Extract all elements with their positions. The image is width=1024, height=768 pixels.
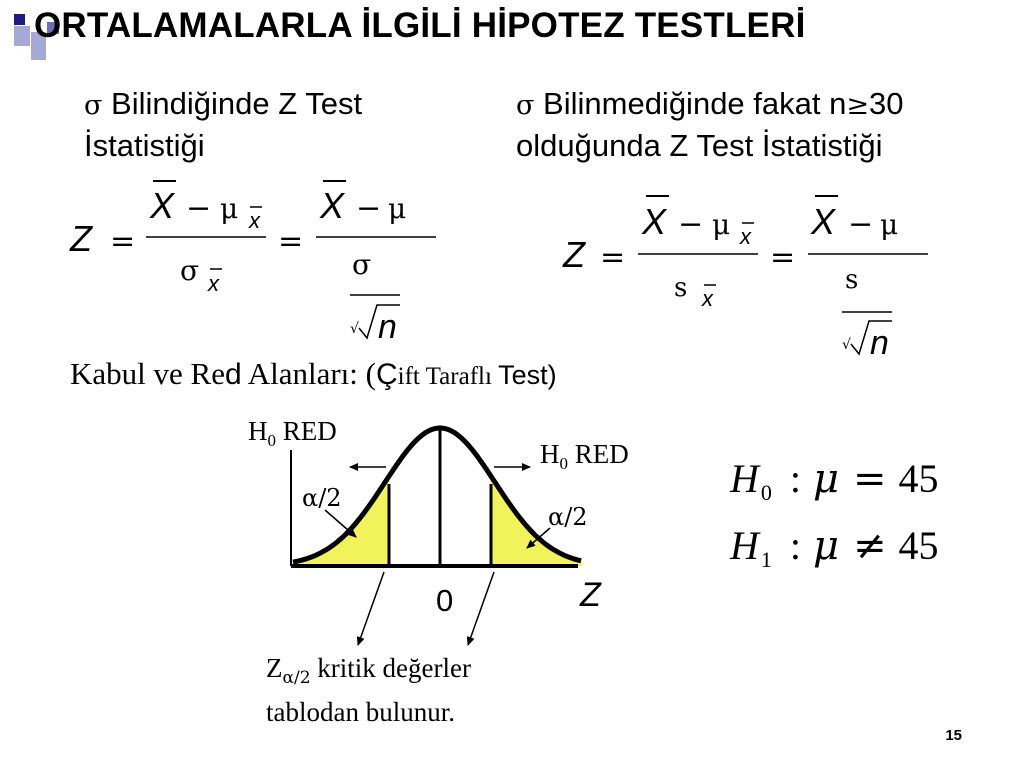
sub-x: x: [249, 208, 260, 233]
mu-symbol: μ: [388, 192, 407, 225]
sub-x: x: [740, 224, 751, 249]
sub-x: x: [702, 286, 713, 311]
acceptance-text-d: d: [224, 358, 242, 391]
slide-title: ORTALAMALARLA İLGİLİ HİPOTEZ TESTLERİ: [34, 6, 806, 45]
critical-right-arrow: [468, 572, 494, 645]
acceptance-text-c2: ift T: [397, 363, 440, 390]
s-denominator: s: [674, 273, 688, 303]
minus-sign: −: [356, 191, 382, 226]
critical-left-arrow: [358, 572, 384, 645]
right-case-line1a: Bilinmediğinde fakat n: [534, 86, 847, 121]
left-red-label: $H_0$ RED: [248, 416, 337, 450]
left-case-line1: Bilindiğinde Z Test: [102, 86, 363, 121]
acceptance-text-b: Alanları: (: [241, 356, 376, 391]
mu-symbol: μ: [712, 208, 731, 241]
alpha-right-label: α/2: [548, 503, 588, 531]
zero-label: 0: [436, 583, 454, 618]
equals-sign: =: [110, 224, 136, 259]
mu-symbol: μ: [220, 192, 239, 225]
minus-sign: −: [848, 207, 874, 242]
sigma-denominator: σ: [352, 248, 372, 281]
z-axis-label: Z: [580, 576, 601, 614]
equals-sign: =: [278, 224, 304, 259]
acceptance-text-a: Kabul ve Re: [70, 356, 225, 391]
hypothesis-h1: $H_1$ : μ ≠ 45: [730, 523, 939, 572]
sigma-symbol: σ: [84, 90, 103, 121]
alpha-left-label: α/2: [302, 484, 342, 512]
xbar-symbol: X: [642, 201, 667, 242]
acceptance-text-c3: araflı: [439, 363, 499, 390]
xbar-symbol: X: [150, 185, 175, 226]
equals-sign: =: [770, 240, 796, 275]
sqrt-tick: √: [842, 337, 851, 353]
sigma-denominator: σ: [180, 254, 200, 287]
xbar-symbol: X: [320, 185, 345, 226]
left-case-line2: İstatistiği: [84, 128, 205, 163]
xbar-symbol: X: [811, 201, 836, 242]
right-case-line2: olduğunda Z Test İstatistiği: [516, 128, 883, 163]
equals-sign: =: [600, 240, 626, 275]
z-symbol: Z: [563, 234, 585, 275]
s-denominator: s: [845, 265, 859, 295]
hypothesis-h0: $H_0$ : μ = 45: [730, 456, 939, 505]
mu-symbol: μ: [880, 208, 899, 241]
acceptance-text-test: Test): [498, 360, 557, 390]
n-symbol: n: [870, 324, 889, 362]
n-symbol: n: [378, 308, 397, 346]
acceptance-text-c1: Ç: [375, 358, 398, 391]
alpha-left-arrow: [325, 510, 356, 537]
geq-symbol: ≥: [846, 90, 869, 121]
minus-sign: −: [678, 207, 704, 242]
sqrt-tick: √: [350, 321, 359, 337]
right-case-line1b: 30: [868, 86, 904, 121]
right-red-label: $H_0$ RED: [540, 439, 629, 473]
sigma-symbol: σ: [516, 90, 535, 121]
page-number: 15: [945, 727, 962, 744]
z-symbol: Z: [70, 218, 92, 259]
sub-x: x: [208, 271, 219, 296]
critical-values-note: $Z_{\alpha/2}$ kritik değerler tablodan bulunur.: [266, 653, 471, 727]
minus-sign: −: [186, 191, 212, 226]
